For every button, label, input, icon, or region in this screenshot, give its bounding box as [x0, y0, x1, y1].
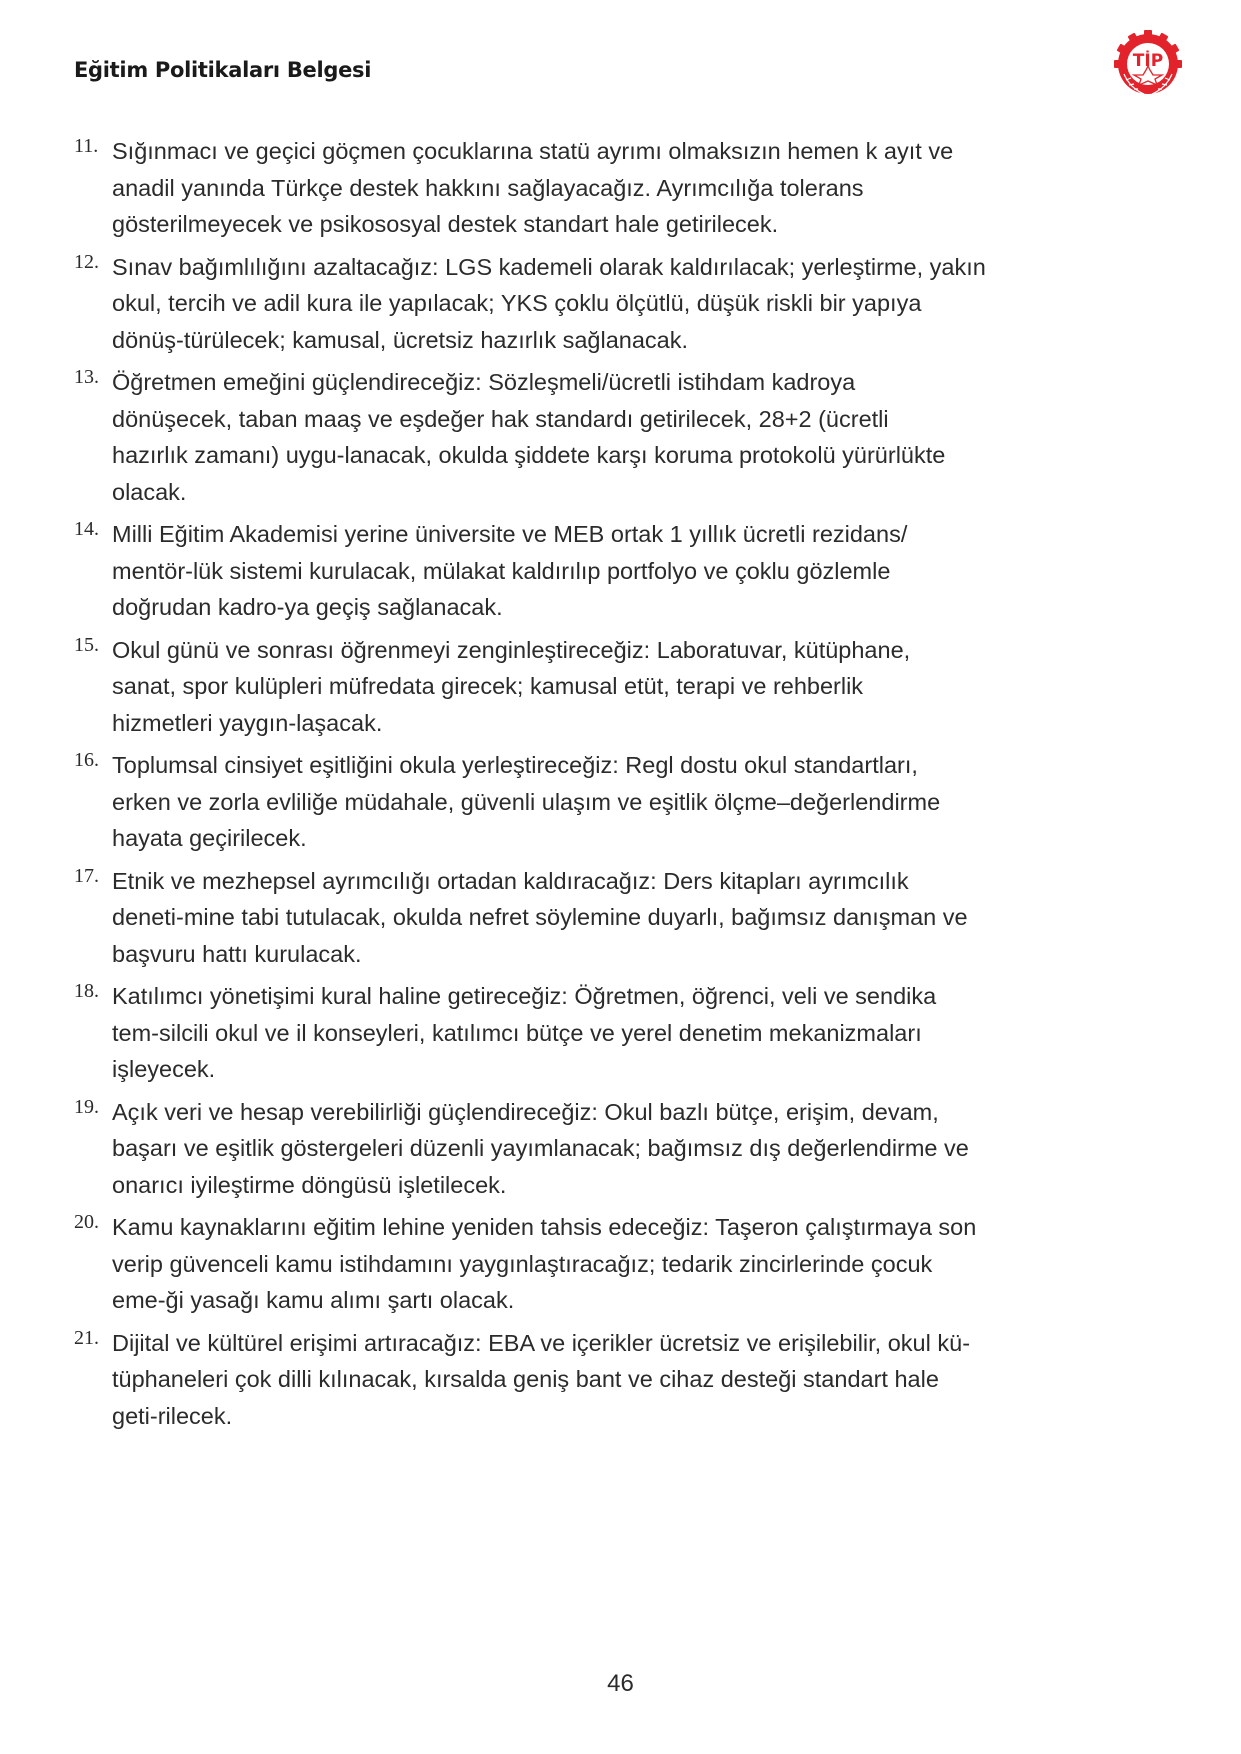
item-number: 16.	[74, 749, 99, 771]
item-text-line: Okul günü ve sonrası öğrenmeyi zenginleştireceğiz: Laboratuvar, kütüphane,	[112, 636, 911, 663]
item-text-line: Dijital ve kültürel erişimi artıracağız: EBA ve içerikler ücretsiz ve erişilebilir, okul kü-	[112, 1329, 971, 1356]
item-text-line: Sınav bağımlılığını azaltacağız: LGS kademeli olarak kaldırılacak; yerleştirme, yakın	[112, 253, 986, 280]
item-number: 12.	[74, 250, 99, 273]
item-text-line: hayata geçirilecek.	[112, 825, 307, 851]
logo-text: TİP	[1132, 51, 1164, 71]
item-text-line: eme-ği yasağı kamu alımı şartı olacak.	[112, 1287, 515, 1313]
item-text-line: anadil yanında Türkçe destek hakkını sağlayacağız. Ayrımcılığa tolerans	[112, 174, 864, 201]
item-text-line: Kamu kaynaklarını eğitim lehine yeniden tahsis edeceğiz: Taşeron çalıştırmaya son	[112, 1214, 977, 1240]
item-text-line: tem-silcili okul ve il konseyleri, katılımcı bütçe ve yerel denetim mekanizmaları	[112, 1019, 922, 1046]
item-text-line: tüphaneleri çok dilli kılınacak, kırsalda geniş bant ve cihaz desteği standart hale	[112, 1366, 939, 1392]
item-text-line: Katılımcı yönetişimi kural haline getireceğiz: Öğretmen, öğrenci, veli ve sendika	[112, 983, 937, 1009]
item-text-line: gösterilmeyecek ve psikososyal destek standart hale getirilecek.	[112, 211, 779, 237]
policy-item-11	[74, 133, 1184, 243]
item-number: 19.	[74, 1095, 99, 1118]
item-text-line: doğrudan kadro-ya geçiş sağlanacak.	[112, 594, 503, 620]
policy-item-21	[74, 1325, 1184, 1435]
item-number: 21.	[74, 1326, 99, 1349]
page-number: 46	[607, 1670, 634, 1697]
item-text-line: dönüş-türülecek; kamusal, ücretsiz hazırlık sağlanacak.	[112, 326, 689, 353]
policy-item-19	[74, 1094, 1184, 1204]
item-text-line: geti-rilecek.	[112, 1402, 233, 1429]
item-text-line: Öğretmen emeğini güçlendireceğiz: Sözleşmeli/ücretli istihdam kadroya	[112, 369, 856, 395]
item-text-line: hizmetleri yaygın-laşacak.	[112, 709, 383, 736]
item-text-line: Açık veri ve hesap verebilirliği güçlendireceğiz: Okul bazlı bütçe, erişim, devam,	[112, 1098, 939, 1125]
document-title: Eğitim Politikaları Belgesi	[74, 58, 372, 82]
item-text-line: sanat, spor kulüpleri müfredata girecek; kamusal etüt, terapi ve rehberlik	[112, 673, 864, 699]
item-number: 15.	[74, 633, 99, 656]
policy-item-16	[74, 747, 1184, 857]
item-text-line: deneti-mine tabi tutulacak, okulda nefret söylemine duyarlı, bağımsız danışman ve	[112, 904, 968, 930]
item-text-line: Toplumsal cinsiyet eşitliğini okula yerleştireceğiz: Regl dostu okul standartları,	[112, 752, 918, 778]
item-text-line: onarıcı iyileştirme döngüsü işletilecek.	[112, 1171, 507, 1198]
policy-item-14	[74, 516, 1184, 626]
item-number: 20.	[74, 1211, 99, 1233]
item-number: 13.	[74, 366, 99, 388]
item-text-line: Milli Eğitim Akademisi yerine üniversite ve MEB ortak 1 yıllık ücretli rezidans/	[112, 521, 908, 547]
policy-item-17	[74, 863, 1184, 973]
item-text-line: erken ve zorla evliliğe müdahale, güvenli ulaşım ve eşitlik ölçme–değerlendirme	[112, 788, 941, 815]
item-text-line: Sığınmacı ve geçici göçmen çocuklarına statü ayrımı olmaksızın hemen k ayıt ve	[112, 138, 954, 164]
item-text-line: hazırlık zamanı) uygu-lanacak, okulda şiddete karşı koruma protokolü yürürlükte	[112, 442, 946, 468]
policy-list	[74, 133, 1184, 1440]
item-text-line: dönüşecek, taban maaş ve eşdeğer hak standardı getirilecek, 28+2 (ücretli	[112, 405, 889, 432]
tip-party-logo-icon	[1112, 30, 1184, 102]
item-text-line: mentör-lük sistemi kurulacak, mülakat kaldırılıp portfolyo ve çoklu gözlemle	[112, 557, 891, 584]
policy-item-18	[74, 978, 1184, 1088]
item-text-line: Etnik ve mezhepsel ayrımcılığı ortadan kaldıracağız: Ders kitapları ayrımcılık	[112, 867, 909, 894]
policy-item-15	[74, 632, 1184, 742]
item-text-line: başvuru hattı kurulacak.	[112, 940, 362, 967]
item-text-line: okul, tercih ve adil kura ile yapılacak; YKS çoklu ölçütlü, düşük riskli bir yapıya	[112, 290, 922, 316]
policy-item-13	[74, 364, 1184, 510]
item-number: 17.	[74, 864, 99, 887]
item-number: 14.	[74, 518, 99, 540]
policy-item-20	[74, 1209, 1184, 1319]
item-text-line: başarı ve eşitlik göstergeleri düzenli yayımlanacak; bağımsız dış değerlendirme ve	[112, 1135, 969, 1161]
item-number: 18.	[74, 980, 99, 1002]
item-number: 11.	[74, 135, 99, 157]
item-text-line: verip güvenceli kamu istihdamını yaygınlaştıracağız; tedarik zincirlerinde çocuk	[112, 1250, 933, 1277]
item-text-line: işleyecek.	[112, 1056, 216, 1082]
item-text-line: olacak.	[112, 478, 187, 505]
policy-item-12	[74, 249, 1184, 359]
